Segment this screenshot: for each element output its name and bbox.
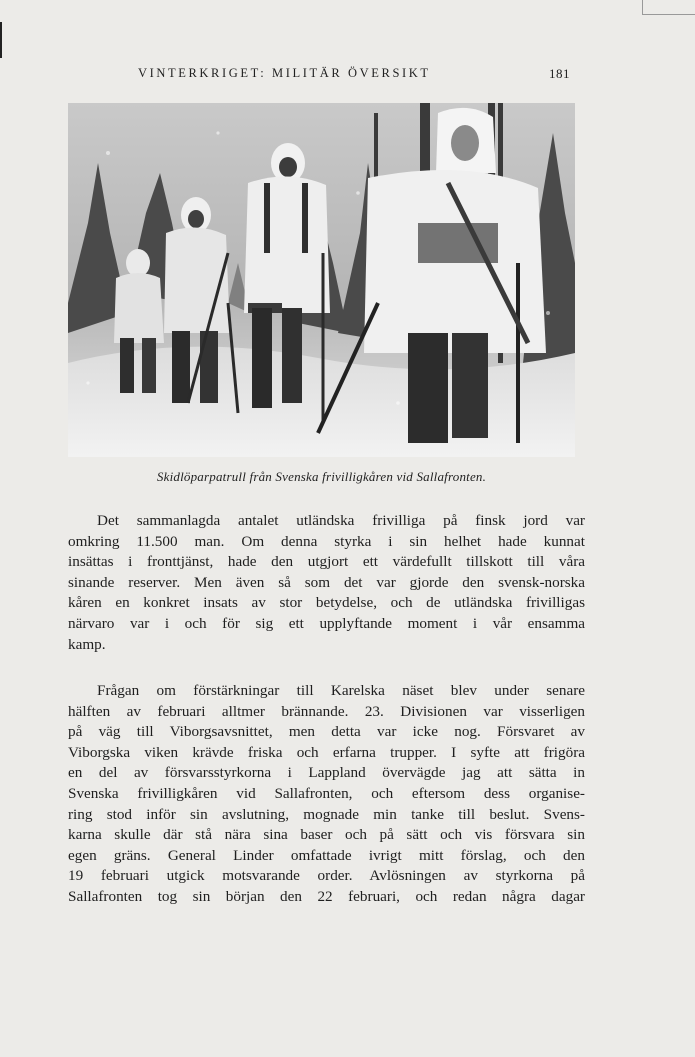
text-line: Sallafronten tog sin början den 22 februari, och redan några dagar bbox=[68, 887, 585, 905]
text-line: en del av försvarsstyrkorna i Lappland övervägde jag att sätta in bbox=[68, 764, 585, 782]
text-line: egen gräns. General Linder omfattade ivrigt mitt förslag, och den bbox=[68, 846, 585, 864]
text-line: sinande reserver. Men även så som det var gjorde den svensk-norska bbox=[68, 573, 585, 591]
text-line: närvaro var i och för sig ett upplyftande moment i vår ensamma bbox=[68, 614, 585, 632]
photograph-ski-patrol bbox=[68, 103, 575, 457]
running-header bbox=[138, 66, 570, 86]
margin-mark bbox=[0, 22, 2, 58]
text-line: Frågan om förstärkningar till Karelska näset blev under senare bbox=[97, 682, 585, 699]
page-number: 181 bbox=[549, 66, 570, 81]
text-line: på väg till Viborgsavsnittet, men detta var icke nog. Försvaret av bbox=[68, 723, 585, 741]
text-line: Det sammanlagda antalet utländska frivilliga på finsk jord var bbox=[97, 512, 585, 529]
photo-caption: Skidlöparpatrull från Svenska frivilligkåren vid Sallafronten. bbox=[156, 469, 487, 484]
text-line: Viborgska viken krävde friska och erfarna trupper. I syfte att frigöra bbox=[68, 743, 585, 761]
paragraph-2 bbox=[68, 681, 585, 908]
text-line: Svenska frivilligkåren vid Sallafronten, och eftersom dess organise- bbox=[68, 784, 585, 802]
text-line: omkring 11.500 man. Om denna styrka i sin helhet hade kunnat bbox=[68, 532, 585, 550]
running-title: VINTERKRIGET: MILITÄR ÖVERSIKT bbox=[138, 66, 431, 80]
paragraph-1 bbox=[68, 511, 585, 655]
text-line: karna skulle där stå nära sina baser och på sätt och vis försvara sin bbox=[68, 826, 585, 844]
text-line: insättas i fronttjänst, hade den utgjort ett värdefullt tillskott till våra bbox=[68, 553, 585, 571]
scan-corner-mark bbox=[642, 0, 695, 15]
text-line: ring stod inför sin avslutning, mognade min tanke till beslut. Svens- bbox=[68, 805, 585, 823]
text-line: hälften av februari alltmer brännande. 23. Divisionen var visserligen bbox=[68, 702, 585, 720]
text-line: 19 februari utgick motsvarande order. Avlösningen av styrkorna på bbox=[68, 867, 585, 885]
text-line: kåren en konkret insats av stor betydelse, och de utländska frivilligas bbox=[68, 594, 585, 612]
text-line: kamp. bbox=[68, 635, 106, 653]
